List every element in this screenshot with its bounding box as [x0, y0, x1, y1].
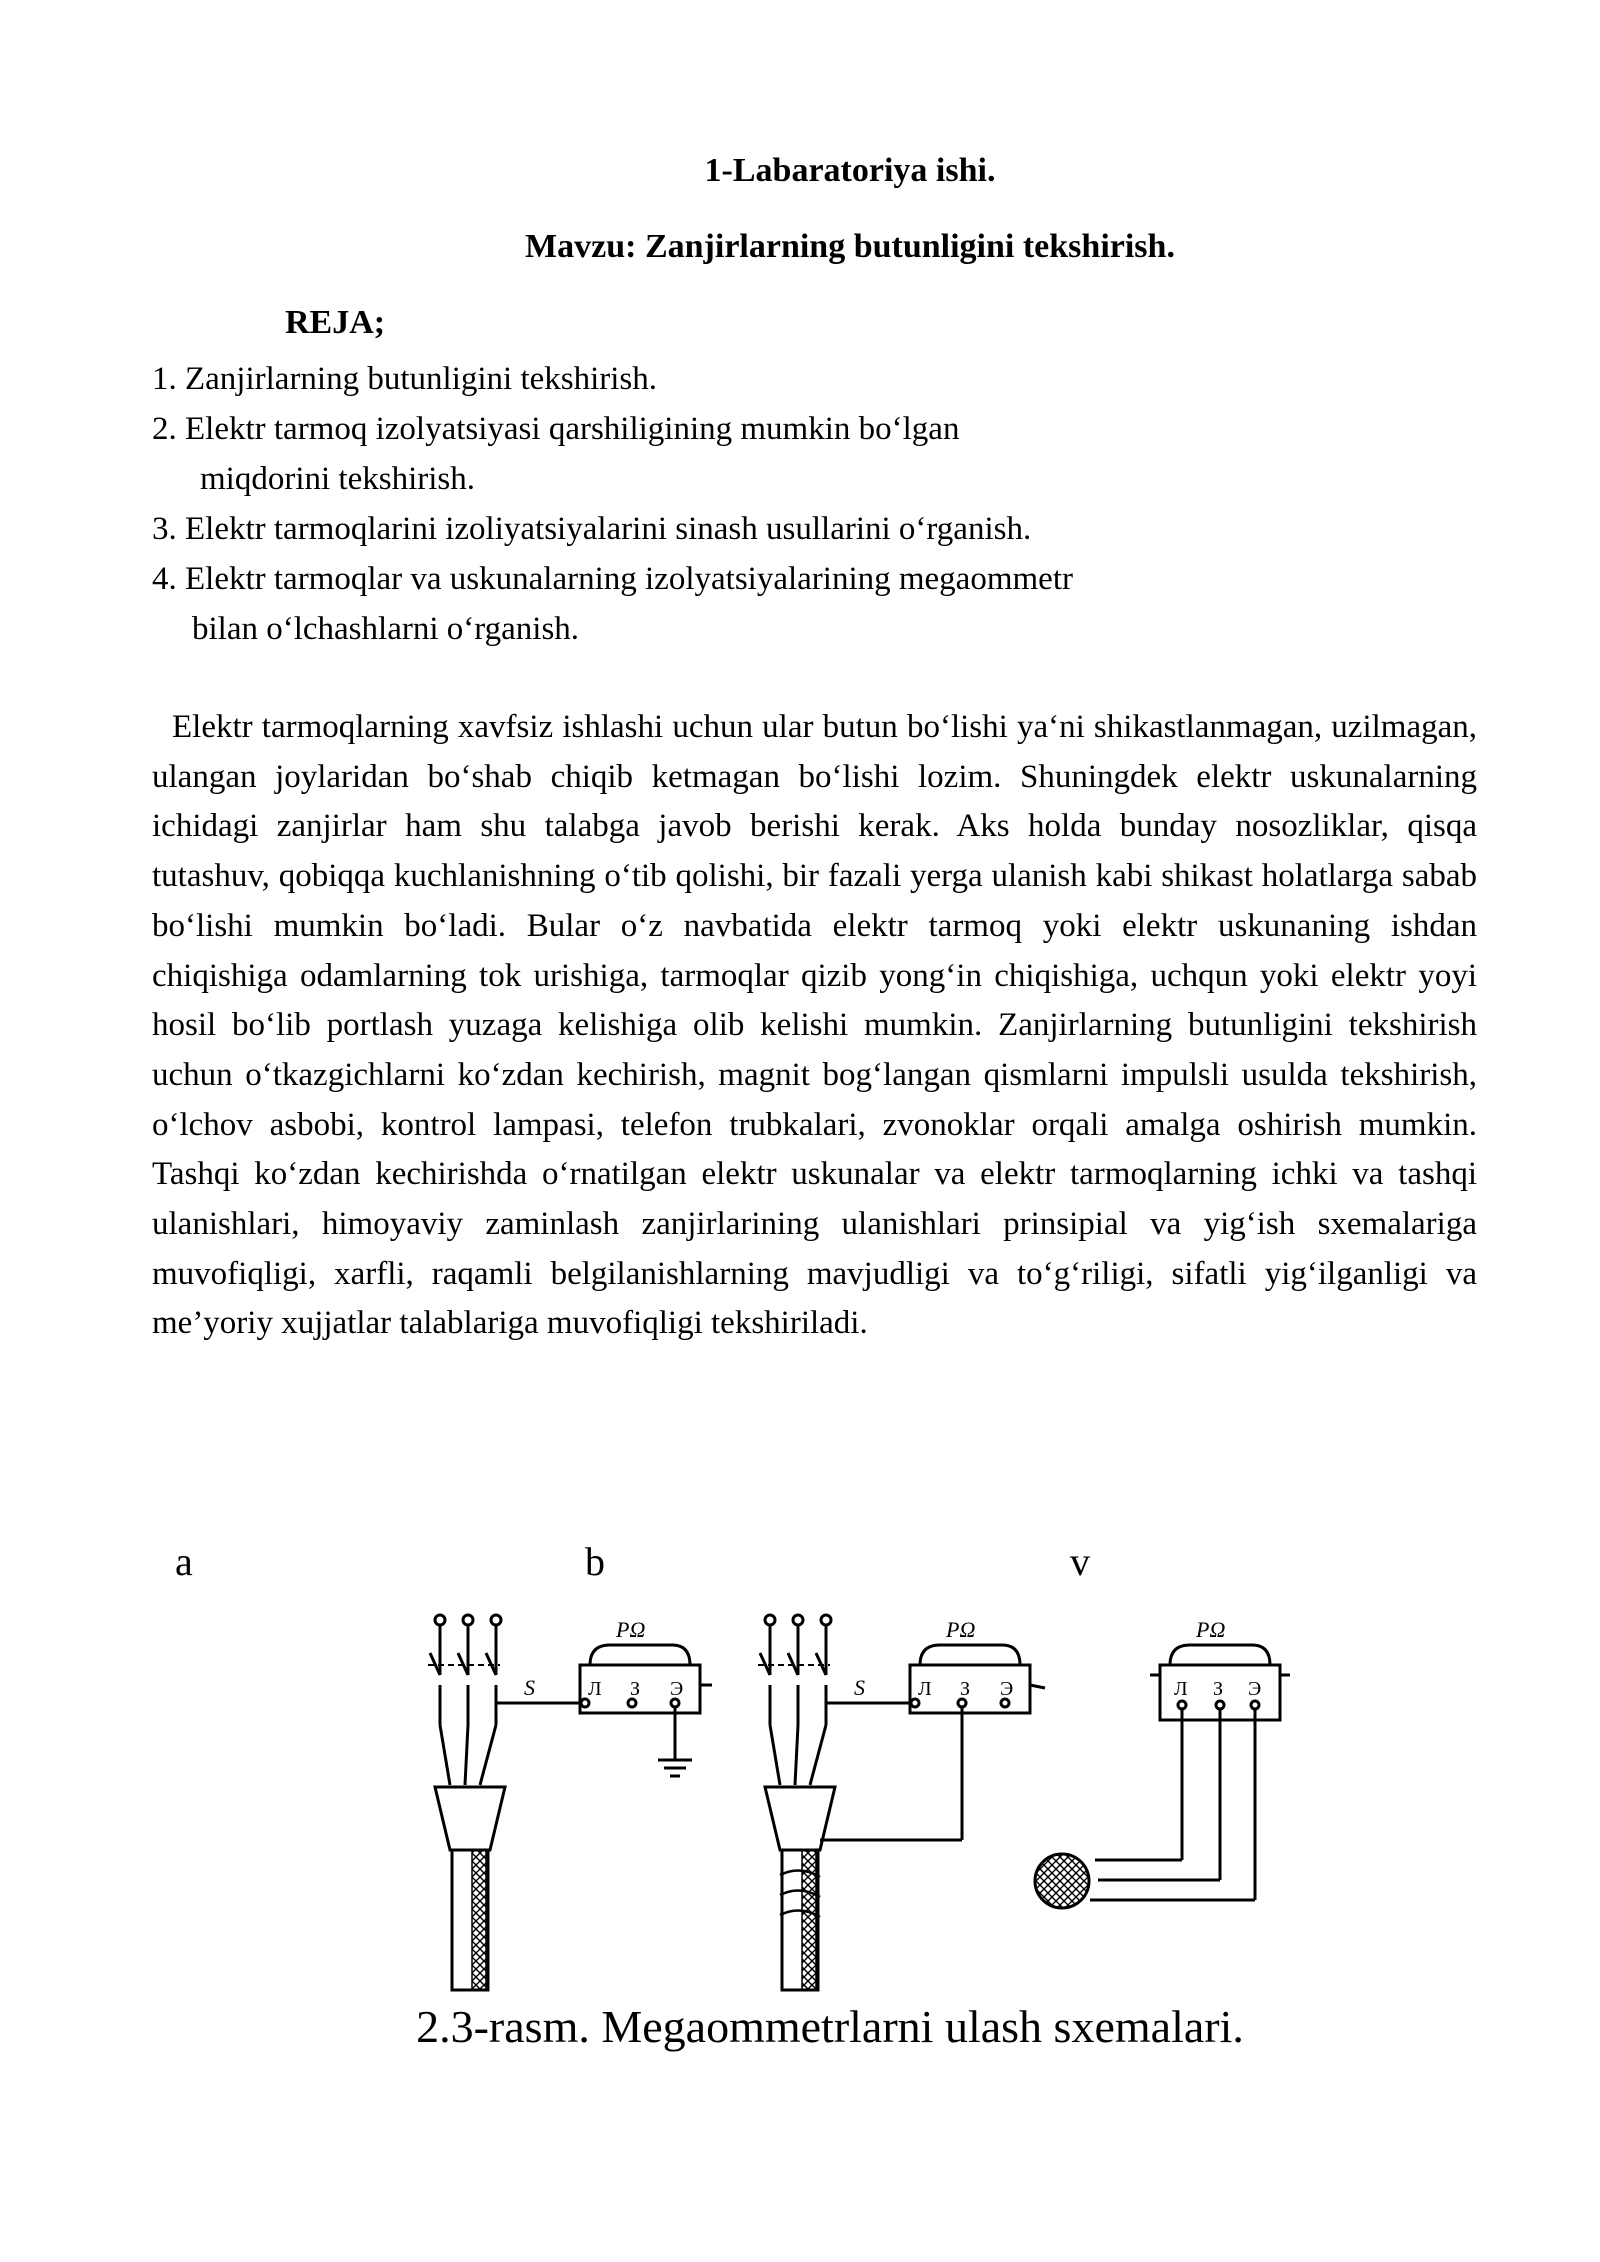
label-a: a: [175, 1539, 193, 1584]
terminal-l-b: Л: [918, 1678, 932, 1700]
plan-heading: REJA;: [285, 304, 386, 341]
label-v: v: [1070, 1539, 1090, 1584]
terminal-e-v: Э: [1248, 1678, 1262, 1700]
terminal-z-v: З: [1213, 1678, 1224, 1700]
terminal-l-a: Л: [588, 1678, 602, 1700]
figure-caption: 2.3-rasm. Megaommetrlarni ulash sxemalari.: [416, 2001, 1244, 2052]
label-b: b: [585, 1539, 605, 1584]
terminal-e-b: Э: [1000, 1678, 1014, 1700]
terminal-l-v: Л: [1174, 1678, 1188, 1700]
plan-item-continuation: miqdorini tekshirish.: [200, 461, 475, 497]
meter-label-a: PΩ: [616, 1617, 646, 1642]
schematic-drawing: [160, 1525, 1360, 2005]
lab-title: 1-Labaratoriya ishi.: [704, 152, 996, 189]
meter-label-v: PΩ: [1196, 1617, 1226, 1642]
plan-item: 1. Zanjirlarning butunligini tekshirish.: [152, 361, 658, 397]
topic-title: Mavzu: Zanjirlarning butunligini tekshirish.: [525, 228, 1175, 265]
plan-item: 2. Elektr tarmoq izolyatsiyasi qarshiligining mumkin bo‘lgan: [152, 411, 960, 447]
plan-list: [152, 354, 1452, 654]
plan-item-continuation: bilan o‘lchashlarni o‘rganish.: [192, 611, 580, 647]
plan-item: 4. Elektr tarmoqlar va uskunalarning izolyatsiyalarining megaommetr: [152, 561, 1073, 597]
main-paragraph: Elektr tarmoqlarning xavfsiz ishlashi uchun ular butun bo‘lishi ya‘ni shikastlanmagan, uzilmagan, ulangan joylaridan bo‘shab chiqib ketmagan bo‘lishi lozim. Shuningdek elektr uskunalarning ichidagi zanjirlar ham shu talabga javob berishi kerak. Aks holda bunday nosozliklar, qisqa tutashuv, qobiqqa kuchlanishning o‘tib qolishi, bir fazali yerga ulanish kabi shikast holatlarga sabab bo‘lishi mumkin bo‘ladi. Bular o‘z navbatida elektr tarmoq yoki elektr uskunaning ishdan chiqishiga odamlarning tok urishiga, tarmoqlar qizib yong‘in chiqishiga, uchqun yoki elektr yoyi hosil bo‘lib portlash yuzaga kelishiga olib kelishi mumkin. Zanjirlarning butunligini tekshirish uchun o‘tkazgichlarni ko‘zdan kechirish, magnit bog‘langan qismlarni impulsli usulda tekshirish, o‘lchov asbobi, kontrol lampasi, telefon trubkalari, zvonoklar orqali amalga oshirish mumkin. Tashqi ko‘zdan kechirishda o‘rnatilgan elektr uskunalar va elektr tarmoqlarning ichki va tashqi ulanishlari, himoyaviy zaminlash zanjirlarining ulanishlari prinsipial va yig‘ish sxemalariga muvofiqligi, xarfli, raqamli belgilanishlarning mavjudligi va to‘g‘riligi, sifatli yig‘ilganligi va me’yoriy xujjatlar talablariga muvofiqligi tekshiriladi.: [152, 709, 1477, 1342]
terminal-e-a: Э: [670, 1678, 684, 1700]
plan-item: 3. Elektr tarmoqlarini izoliyatsiyalarini sinash usullarini o‘rganish.: [152, 511, 1032, 547]
scheme-a: [428, 1615, 712, 1990]
switch-label-a: S: [524, 1675, 535, 1700]
terminal-z-b: З: [960, 1678, 971, 1700]
meter-label-b: PΩ: [946, 1617, 976, 1642]
scheme-b: [758, 1615, 1045, 1990]
switch-label-b: S: [854, 1675, 865, 1700]
terminal-z-a: З: [630, 1678, 641, 1700]
